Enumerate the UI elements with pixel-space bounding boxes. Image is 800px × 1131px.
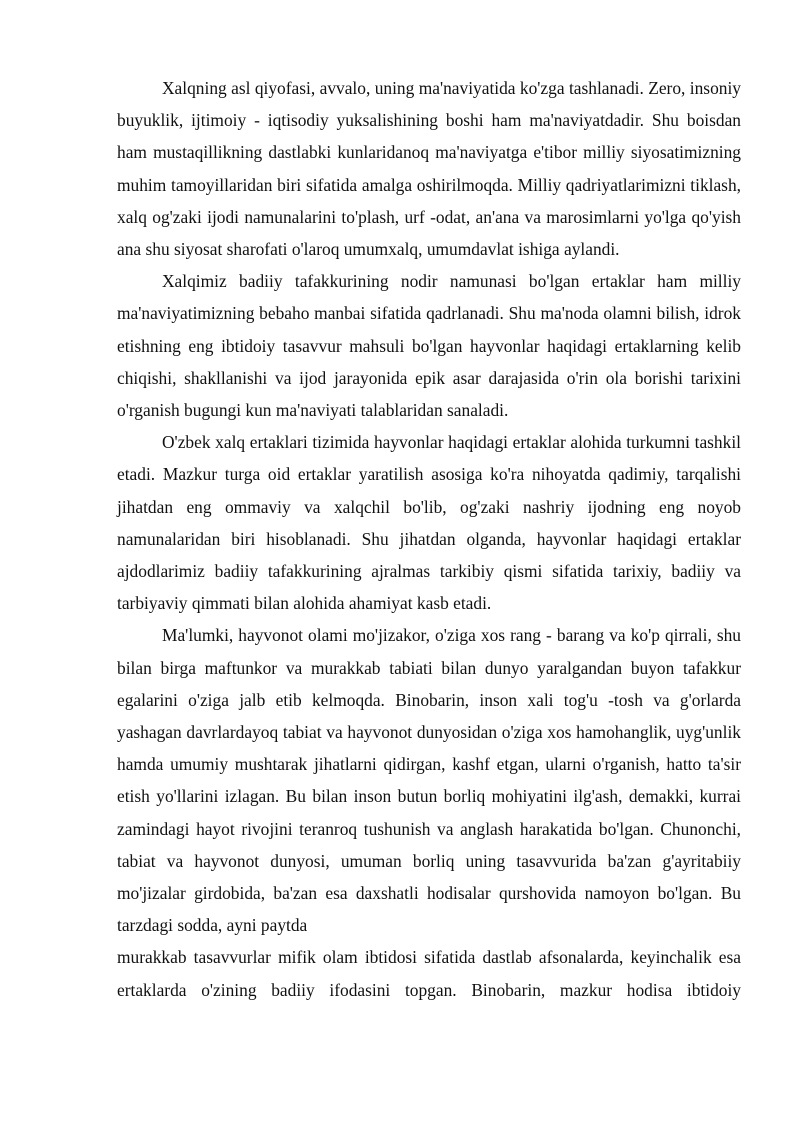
paragraph-5: murakkab tasavvurlar mifik olam ibtidosi sifatida dastlab afsonalarda, keyinchalik esa ertaklarda o'zining badiiy ifodasini topgan. Binobarin, mazkur hodisa ibtidoiy <box>117 947 741 1000</box>
paragraph-2: Xalqimiz badiiy tafakkurining nodir namunasi bo'lgan ertaklar ham milliy ma'naviyatimizning bebaho manbai sifatida qadrlanadi. Shu ma'noda olamni bilish, idrok etishning eng ibtidoiy tasavvur mahsuli bo'lgan hayvonlar haqidagi ertaklarning kelib chiqishi, shakllanishi va ijod jarayonida epik asar darajasida o'rin ola borishi tarixini o'rganish bugungi kun ma'naviyati talablaridan sanaladi. <box>117 271 741 421</box>
paragraph-4: Ma'lumki, hayvonot olami mo'jizakor, o'ziga xos rang - barang va ko'p qirrali, shu bilan birga maftunkor va murakkab tabiati bilan dunyo yaralgandan buyon tafakkur egalarini o'ziga jalb etib kelmoqda. Binobarin, inson xali tog'u -tosh va g'orlarda yashagan davrlardayoq tabiat va hayvonot dunyosidan o'ziga xos hamohanglik, uyg'unlik hamda umumiy mushtarak jihatlarni qidirgan, kashf etgan, ularni o'rganish, hatto ta'sir etish yo'llarini izlagan. Bu bilan inson butun borliq mohiyatini ilg'ash, demakki, kurrai zamindagi hayot rivojini teranroq tushunish va anglash harakatida bo'lgan. Chunonchi, tabiat va hayvonot dunyosi, umuman borliq uning tasavvurida ba'zan g'ayritabiiy mo'jizalar girdobida, ba'zan esa daxshatli hodisalar qurshovida namoyon bo'lgan. Bu tarzdagi sodda, ayni paytda <box>117 625 741 936</box>
paragraph-3: O'zbek xalq ertaklari tizimida hayvonlar haqidagi ertaklar alohida turkumni tashkil etadi. Mazkur turga oid ertaklar yaratilish asosiga ko'ra nihoyatda qadimiy, tarqalishi jihatdan eng ommaviy va xalqchil bo'lib, og'zaki nashriy ijodning eng noyob namunalaridan biri hisoblanadi. Shu jihatdan olganda, hayvonlar haqidagi ertaklar ajdodlarimiz badiiy tafakkurining ajralmas tarkibiy qismi sifatida tarixiy, badiiy va tarbiyaviy qimmati bilan alohida ahamiyat kasb etadi. <box>117 432 741 614</box>
document-page <box>117 72 741 1006</box>
paragraph-1: Xalqning asl qiyofasi, avvalo, uning ma'naviyatida ko'zga tashlanadi. Zero, insoniy buyuklik, ijtimoiy - iqtisodiy yuksalishining boshi ham ma'naviyatdadir. Shu boisdan ham mustaqillikning dastlabki kunlaridanoq ma'naviyatga e'tibor milliy siyosatimizning muhim tamoyillaridan biri sifatida amalga oshirilmoqda. Milliy qadriyatlarimizni tiklash, xalq og'zaki ijodi namunalarini to'plash, urf -odat, an'ana va marosimlarni yo'lga qo'yish ana shu siyosat sharofati o'laroq umumxalq, umumdavlat ishiga aylandi. <box>117 78 741 260</box>
